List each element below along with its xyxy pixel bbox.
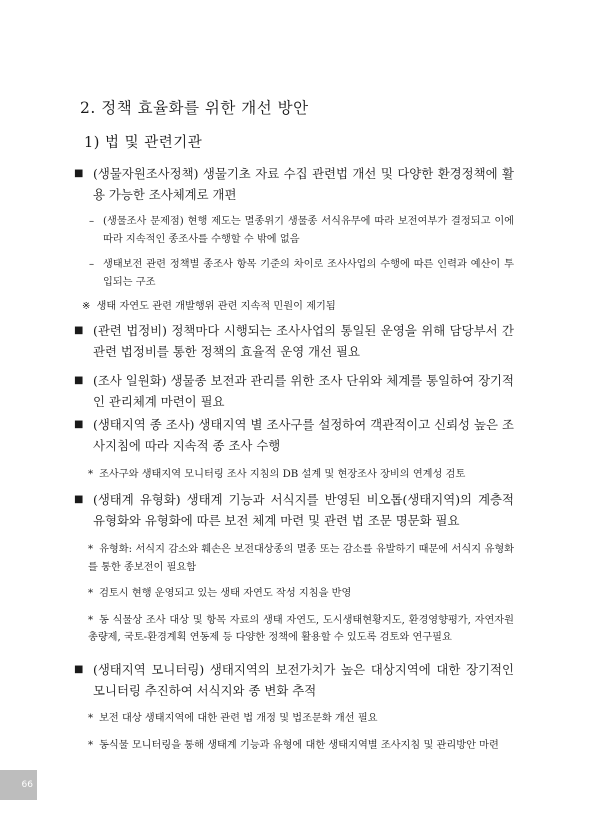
bullet-text: (생태지역 모니터링) 생태지역의 보전가치가 높은 대상지역에 대한 장기적인 모니터링 추진하여 서식지와 종 변화 추적 [93,662,514,698]
bullet-item-region-survey [74,414,514,484]
note-text: 검토시 현행 운영되고 있는 생태 자연도 작성 지침을 반영 [99,588,352,599]
square-bullet-icon: ■ [74,325,84,336]
asterisk-icon: * [88,614,94,626]
bullet-text: (조사 일원화) 생물종 보전과 관리를 위한 조사 단위와 체계를 통일하여 장기적인 관리체계 마련이 필요 [93,373,514,409]
asterisk-icon: * [88,739,94,751]
bullet-text: (생태지역 종 조사) 생태지역 별 조사구를 설정하여 객관적이고 신뢰성 높은 조사지침에 따라 지속적 종 조사 수행 [93,417,514,453]
bullet-item-bio-survey [74,163,514,316]
bullet-item-monitoring [74,659,514,754]
bullet-item-ecosystem-type [74,489,514,647]
bullet-text: (생태계 유형화) 생태계 기능과 서식지를 반영된 비오톱(생태지역)의 계층적 유형화와 유형화에 따른 보전 체계 마련 및 관련 법 조문 명문화 필요 [93,492,514,528]
note-text: 조사구와 생태지역 모니터링 조사 지침의 DB 설계 및 현장조사 장비의 연계성 검토 [99,469,466,480]
page-number: 66 [0,770,37,800]
bullet-text: (생물자원조사정책) 생물기초 자료 수집 관련법 개선 및 다양한 환경정책에 활용 가능한 조사체계로 개편 [93,166,514,202]
asterisk-icon: * [88,469,94,480]
bullet-text: (관련 법정비) 정책마다 시행되는 조사사업의 통일된 운영을 위해 담당부서 간 관련 법정비를 통한 정책의 효율적 운영 개선 필요 [93,323,514,359]
asterisk-icon: * [88,713,94,724]
note-text: 유형화: 서식지 감소와 훼손은 보전대상종의 멸종 또는 감소를 유발하기 때문에 서식지 유형화를 통한 종보전이 필요함 [88,544,514,573]
asterisk-icon: * [88,544,94,555]
square-bullet-icon: ■ [74,419,84,430]
square-bullet-icon: ■ [74,664,84,675]
dash-marker: – [89,216,95,227]
section-heading: 2. 정책 효율화를 위한 개선 방안 [80,99,309,117]
sub-item-text: (생물조사 문제점) 현행 제도는 멸종위기 생물종 서식유무에 따라 보전여부가 결정되고 이에 따라 지속적인 종조사를 수행할 수 밖에 없음 [103,216,514,245]
square-bullet-icon: ■ [74,494,84,505]
dash-marker: – [89,259,95,270]
note-text: 생태 자연도 관련 개발행위 관련 지속적 민원이 제기됨 [96,301,336,312]
note-text: 동식물 모니터링을 통해 생태계 기능과 유형에 대한 생태지역별 조사지침 및 관리방안 마련 [99,739,499,751]
reference-mark-icon: ※ [82,301,91,312]
note-text: 동 식물상 조사 대상 및 항목 자료의 생태 자연도, 도시생태현황지도, 환경영향평가, 자연자원총량제, 국토-환경계획 연동제 등 다양한 정책에 활용할 수 있도록 검토와 연구필요 [88,614,514,643]
square-bullet-icon: ■ [74,168,84,179]
subsection-heading: 1) 법 및 관련기관 [84,135,203,151]
bullet-item-unify [74,370,514,412]
square-bullet-icon: ■ [74,375,84,386]
bullet-item-law [74,320,514,362]
sub-item-text: 생태보전 관련 정책별 종조사 항목 기준의 차이로 조사사업의 수행에 따른 인력과 예산이 투입되는 구조 [103,259,514,288]
note-text: 보전 대상 생태지역에 대한 관련 법 개정 및 법조문화 개선 필요 [99,713,378,724]
asterisk-icon: * [88,588,94,599]
